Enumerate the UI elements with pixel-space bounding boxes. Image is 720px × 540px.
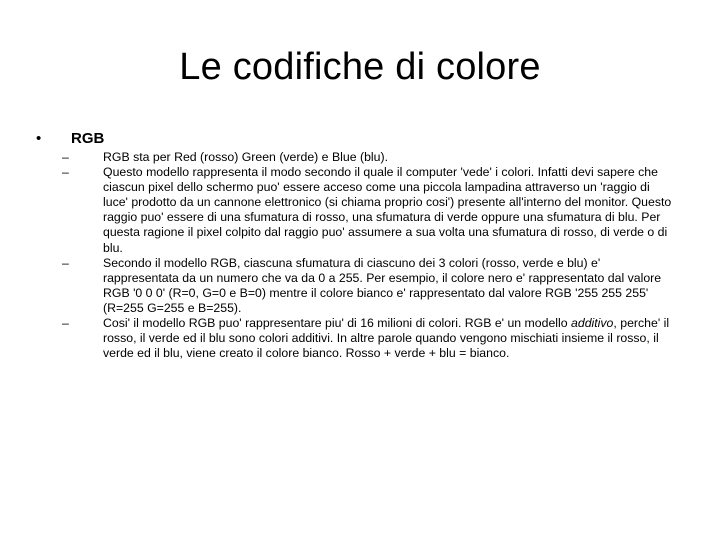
dash-icon: – xyxy=(62,255,69,270)
list-item xyxy=(62,165,674,256)
list-item xyxy=(62,256,674,316)
dash-icon: – xyxy=(62,150,69,164)
rgb-subitems-list xyxy=(62,150,674,361)
subitem-text-part: , perche' il rosso, il verde ed il blu sono colori additivi. In altre parole quando vengono mischiati insieme il rosso, il verde ed il blu, viene creato il colore bianco. Rosso + verde + blu = bianco. xyxy=(103,316,670,361)
subitem-text: RGB sta per Red (rosso) Green (verde) e Blue (blu). xyxy=(103,150,388,164)
list-item xyxy=(62,150,674,165)
dash-icon: – xyxy=(62,316,69,331)
bullet-label: RGB xyxy=(71,130,105,147)
list-item xyxy=(62,316,674,361)
subitem-text: Secondo il modello RGB, ciascuna sfumatura di ciascuno dei 3 colori (rosso, verde e blu) e' rappresentata da un numero che va da 0 a 255. Per esempio, il colore nero e' rappresentato dal valore RGB '0 0 0' (R=0, G=0 e B=0) mentre il colore bianco e' rappresentato dal valore RGB '255 255 255' (R=255 G=255 e B=255). xyxy=(103,255,662,315)
subitem-text-part: Cosi' il modello RGB puo' rappresentare piu' di 16 milioni di colori. RGB e' un modello xyxy=(103,316,572,331)
bullet-dot-icon: • xyxy=(36,130,42,147)
subitem-text: Questo modello rappresenta il modo secondo il quale il computer 'vede' i colori. Infatti devi sapere che ciascun pixel dello schermo puo' essere acceso come una piccola lampadina attraverso un 'raggio di luce' prodotto da un cannone elettronico (si chiama proprio cosi') presente all'interno del monitor. Questo raggio puo' essere di una sfumatura di rosso, una sfumatura di verde oppure una sfumatura di blu. Per questa ragione il pixel colpito dal raggio puo' assumere a sua volta una sfumatura di rosso, di verde o di blu. xyxy=(103,165,672,255)
slide-title: Le codifiche di colore xyxy=(179,46,541,88)
subitem-text xyxy=(103,316,669,360)
italic-term: additivo xyxy=(571,316,614,331)
dash-icon: – xyxy=(62,165,69,180)
